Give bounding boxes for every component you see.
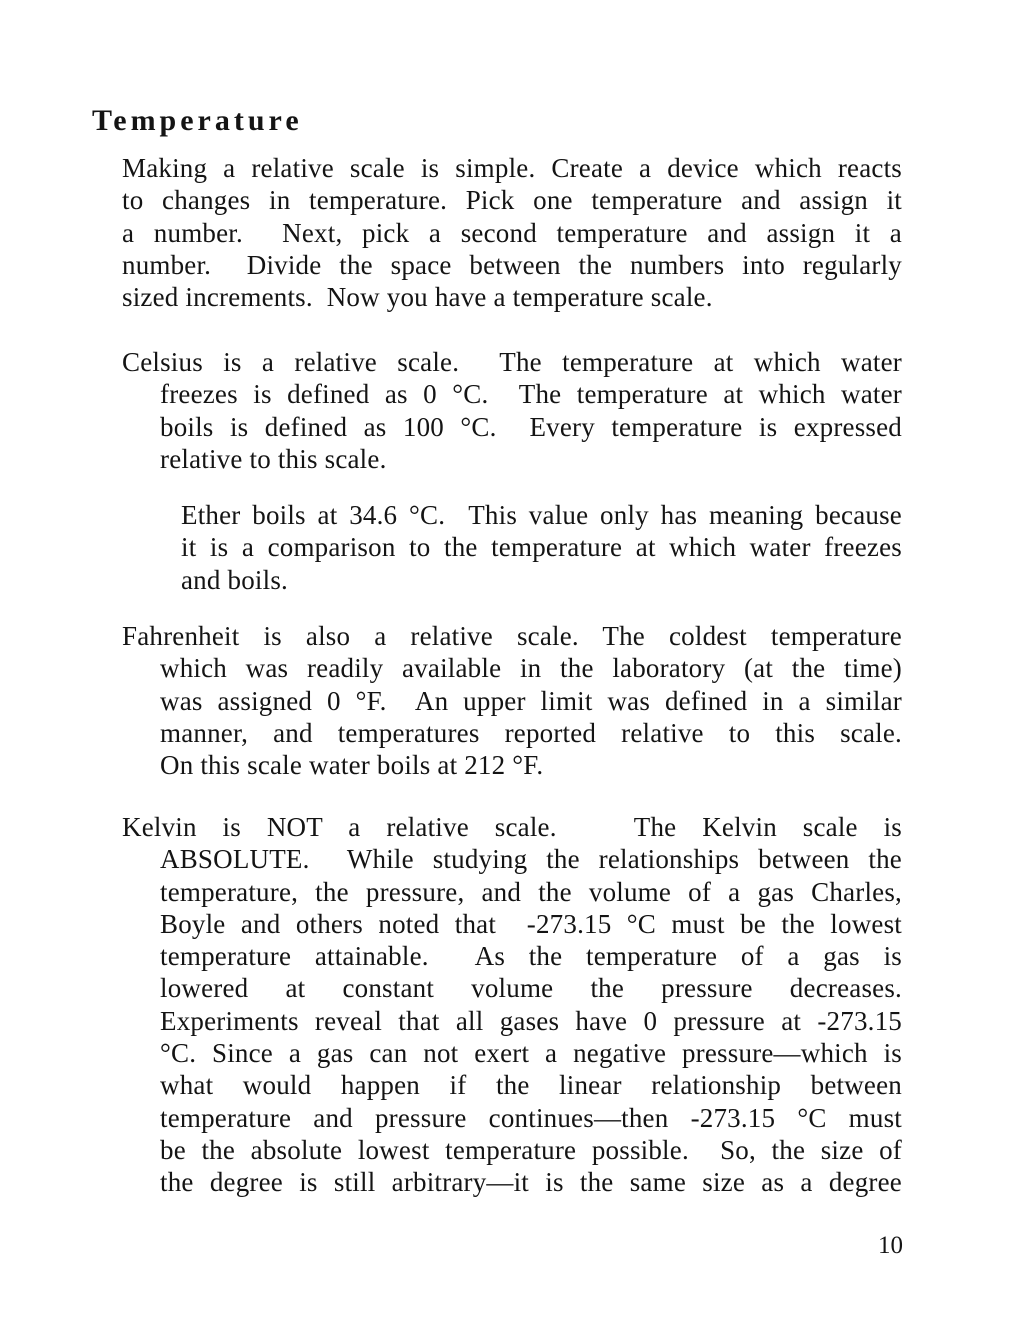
text-line: Boyle and others noted that -273.15 °C must be the lowest [160, 908, 902, 939]
paragraph-relative-scale-intro [122, 152, 902, 313]
text-line: On this scale water boils at 212 °F. [160, 750, 544, 781]
text-line: the degree is still arbitrary—it is the same size as a degree [160, 1167, 902, 1198]
text-line: Fahrenheit is also a relative scale. The coldest temperature [122, 621, 902, 651]
text-line: temperature and pressure continues—then -273.15 °C must [160, 1102, 902, 1133]
text-line: be the absolute lowest temperature possible. So, the size of [160, 1134, 902, 1165]
text-line: sized increments. Now you have a temperature scale. [122, 282, 713, 313]
text-line: ABSOLUTE. While studying the relationships between the [160, 844, 902, 875]
text-line: °C. Since a gas can not exert a negative pressure—which is [160, 1038, 902, 1069]
text-line: manner, and temperatures reported relative to this scale. [160, 717, 902, 748]
page-number: 10 [878, 1232, 903, 1259]
text-line: temperature attainable. As the temperature of a gas is [160, 941, 902, 972]
text-line: it is a comparison to the temperature at which water freezes [181, 532, 902, 563]
text-line: was assigned 0 °F. An upper limit was defined in a similar [160, 685, 902, 716]
text-line: lowered at constant volume the pressure decreases. [160, 973, 902, 1004]
paragraph-kelvin [122, 811, 902, 1199]
text-line: boils is defined as 100 °C. Every temperature is expressed [160, 411, 902, 442]
text-line: freezes is defined as 0 °C. The temperature at which water [160, 379, 902, 410]
text-line: relative to this scale. [160, 443, 387, 474]
text-line: Kelvin is NOT a relative scale. The Kelvin scale is [122, 812, 902, 842]
text-line: a number. Next, pick a second temperature and assign it a [122, 217, 902, 248]
text-line: Making a relative scale is simple. Create a device which reacts [122, 153, 902, 183]
text-line: temperature, the pressure, and the volume of a gas Charles, [160, 876, 902, 907]
paragraph-ether-example [181, 499, 902, 596]
text-line: Celsius is a relative scale. The temperature at which water [122, 347, 902, 377]
paragraph-celsius [122, 346, 902, 475]
paragraph-fahrenheit [122, 620, 902, 781]
text-line: what would happen if the linear relationship between [160, 1070, 902, 1101]
text-line: and boils. [181, 564, 288, 595]
text-line: to changes in temperature. Pick one temperature and assign it [122, 185, 902, 216]
text-line: number. Divide the space between the numbers into regularly [122, 249, 902, 280]
page-title: Temperature [92, 104, 303, 138]
text-line: Ether boils at 34.6 °C. This value only has meaning because [181, 500, 902, 530]
text-line: Experiments reveal that all gases have 0 pressure at -273.15 [160, 1005, 902, 1036]
text-line: which was readily available in the laboratory (at the time) [160, 653, 902, 684]
